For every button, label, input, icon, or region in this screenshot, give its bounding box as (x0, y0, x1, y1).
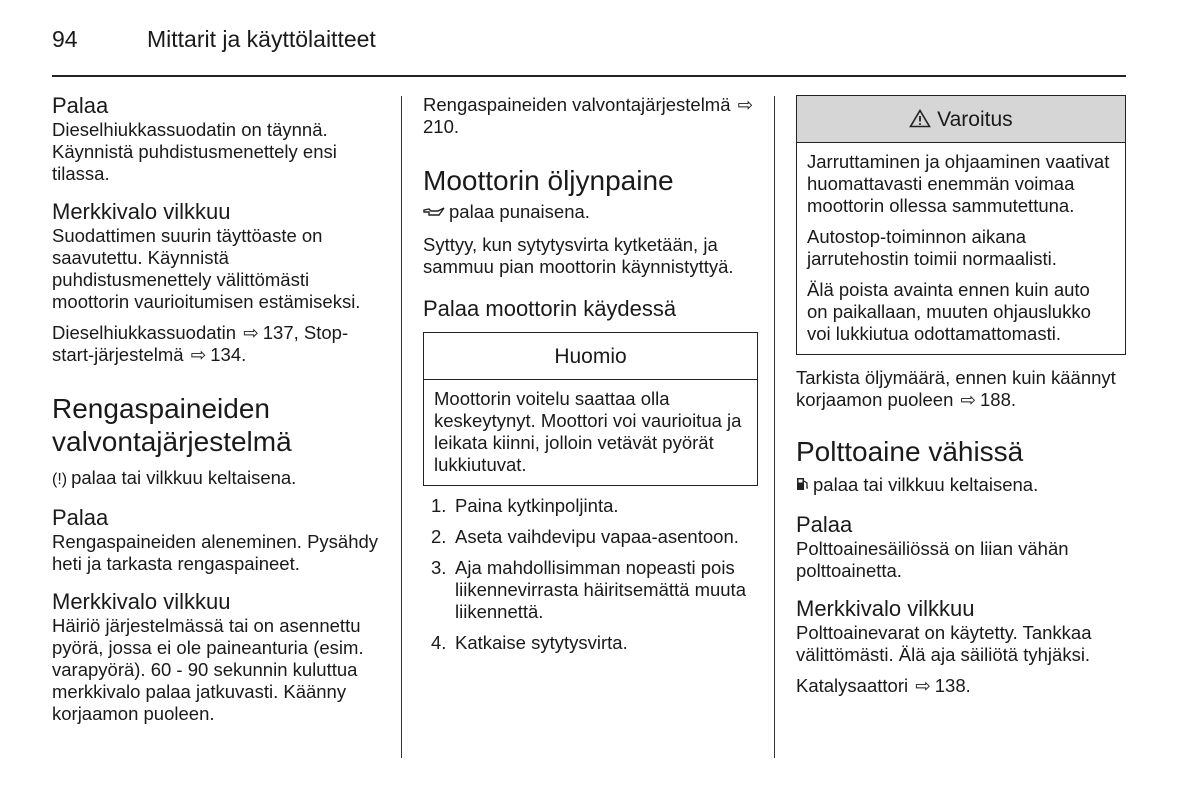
tire-pressure-warning-icon: (!) (52, 471, 68, 488)
fuel-blink-text: Polttoainevarat on käytetty. Tankkaa välittömästi. Älä aja säiliötä tyhjäksi. (796, 622, 1092, 665)
fuel-intro-text: palaa tai vilkkuu keltaisena. (813, 474, 1039, 495)
steps-list (423, 495, 758, 654)
fuel-pump-icon (796, 476, 809, 498)
arrow-icon: ⇨ (190, 344, 207, 365)
list-item (423, 557, 758, 623)
step-number: 3. (431, 557, 447, 578)
column-2 (423, 94, 758, 654)
column-1 (52, 93, 387, 725)
notice-title: Huomio (424, 333, 757, 380)
step-text: Aseta vaihdevipu vapaa-asentoon. (455, 526, 739, 547)
tpms-blink-text: Häiriö järjestelmässä tai on asennettu pyörä, jossa ei ole paineanturia (esim. varapyörä). 60 - 90 sekunnin kuluttua merkkivalo palaa jatkuvasti. Käänny korjaamon puoleen. (52, 615, 364, 724)
column-divider-1 (401, 96, 402, 758)
palaa-heading: Palaa (52, 93, 109, 118)
tpms-palaa-text: Rengaspaineiden aleneminen. Pysähdy heti ja tarkasta rengaspaineet. (52, 531, 379, 574)
notice-body (424, 380, 757, 485)
list-item (423, 495, 758, 517)
arrow-icon: ⇨ (960, 389, 977, 410)
oil-check-reference (796, 367, 1126, 411)
list-item (423, 632, 758, 654)
step-text: Aja mahdollisimman nopeasti pois liikennevirrasta häiritsemättä muuta liikennettä. (455, 557, 746, 622)
warning-box (796, 95, 1126, 355)
step-number: 2. (431, 526, 447, 547)
tpms-intro-text: palaa tai vilkkuu keltaisena. (71, 467, 297, 488)
ref-link-210[interactable]: 210. (423, 116, 460, 137)
ref-link-138[interactable]: 138. (934, 675, 971, 696)
tpms-blink-heading: Merkkivalo vilkkuu (52, 589, 231, 614)
ref-text: Dieselhiukkassuodatin (52, 322, 237, 343)
catalyst-reference (796, 675, 1126, 697)
blink-heading: Merkkivalo vilkkuu (52, 199, 231, 224)
tpms-palaa-heading: Palaa (52, 505, 109, 530)
warning-title: Varoitus (937, 108, 1013, 131)
fuel-low-title: Polttoaine vähissä (796, 436, 1024, 467)
ref-link-137[interactable]: 137, Stop-start-järjestelmä (52, 322, 349, 365)
arrow-icon: ⇨ (915, 675, 931, 696)
fuel-palaa-text: Polttoainesäiliössä on liian vähän polttoainetta. (796, 538, 1069, 581)
warning-body (797, 143, 1125, 354)
palaa-text: Dieselhiukkassuodatin on täynnä. Käynnistä puhdistusmenettely ensi tilassa. (52, 119, 337, 184)
tpms-title: Rengaspaineiden valvontajärjestelmä (52, 393, 292, 457)
step-text: Paina kytkinpoljinta. (455, 495, 619, 516)
step-text: Katkaise sytytysvirta. (455, 632, 628, 653)
oil-intro (423, 201, 758, 225)
tpms-intro (52, 467, 387, 491)
header-rule (52, 75, 1126, 77)
arrow-icon: ⇨ (243, 322, 259, 343)
column-3 (796, 95, 1126, 697)
fuel-blink-heading: Merkkivalo vilkkuu (796, 596, 975, 621)
column-divider-2 (774, 96, 775, 758)
warning-header (797, 96, 1125, 143)
oil-pressure-title: Moottorin öljynpaine (423, 165, 674, 196)
page-number: 94 (52, 26, 78, 52)
ref-text: Rengaspaineiden valvontajärjestelmä (423, 94, 731, 115)
oil-text: Syttyy, kun sytytysvirta kytketään, ja sammuu pian moottorin käynnistyttyä. (423, 234, 734, 277)
notice-box (423, 332, 758, 486)
ref-link-134[interactable]: 134. (210, 344, 247, 365)
warning-text-2: Autostop-toiminnon aikana jarrutehostin toimii normaalisti. (807, 226, 1057, 269)
fuel-palaa-heading: Palaa (796, 512, 853, 537)
ref-text: Katalysaattori (796, 675, 909, 696)
warning-triangle-icon (909, 108, 937, 131)
ref-link-188[interactable]: 188. (980, 389, 1017, 410)
step-number: 4. (431, 632, 447, 653)
warning-text-3: Älä poista avainta ennen kuin auto on paikallaan, muuten ohjauslukko voi lukkiutua odottamattomasti. (807, 279, 1091, 344)
oil-can-icon (423, 203, 445, 225)
engine-running-heading: Palaa moottorin käydessä (423, 296, 677, 321)
list-item (423, 526, 758, 548)
fuel-intro (796, 474, 1126, 498)
blink-text: Suodattimen suurin täyttöaste on saavutettu. Käynnistä puhdistusmenettely välittömästi moottorin vaurioitumisen estämiseksi. (52, 225, 361, 312)
cross-reference (52, 322, 387, 366)
warning-text-1: Jarruttaminen ja ohjaaminen vaativat huomattavasti enemmän voimaa moottorin ollessa sammutettuna. (807, 151, 1110, 216)
oil-intro-text: palaa punaisena. (449, 201, 590, 222)
ref-text: Tarkista öljymäärä, ennen kuin käännyt korjaamon puoleen (796, 367, 1116, 410)
step-number: 1. (431, 495, 447, 516)
running-title: Mittarit ja käyttölaitteet (147, 26, 376, 52)
arrow-icon: ⇨ (737, 94, 754, 115)
tpms-reference (423, 94, 758, 138)
notice-text: Moottorin voitelu saattaa olla keskeytynyt. Moottori voi vaurioitua ja leikata kiinni, jolloin vetävät pyörät lukkiutuvat. (434, 388, 742, 475)
